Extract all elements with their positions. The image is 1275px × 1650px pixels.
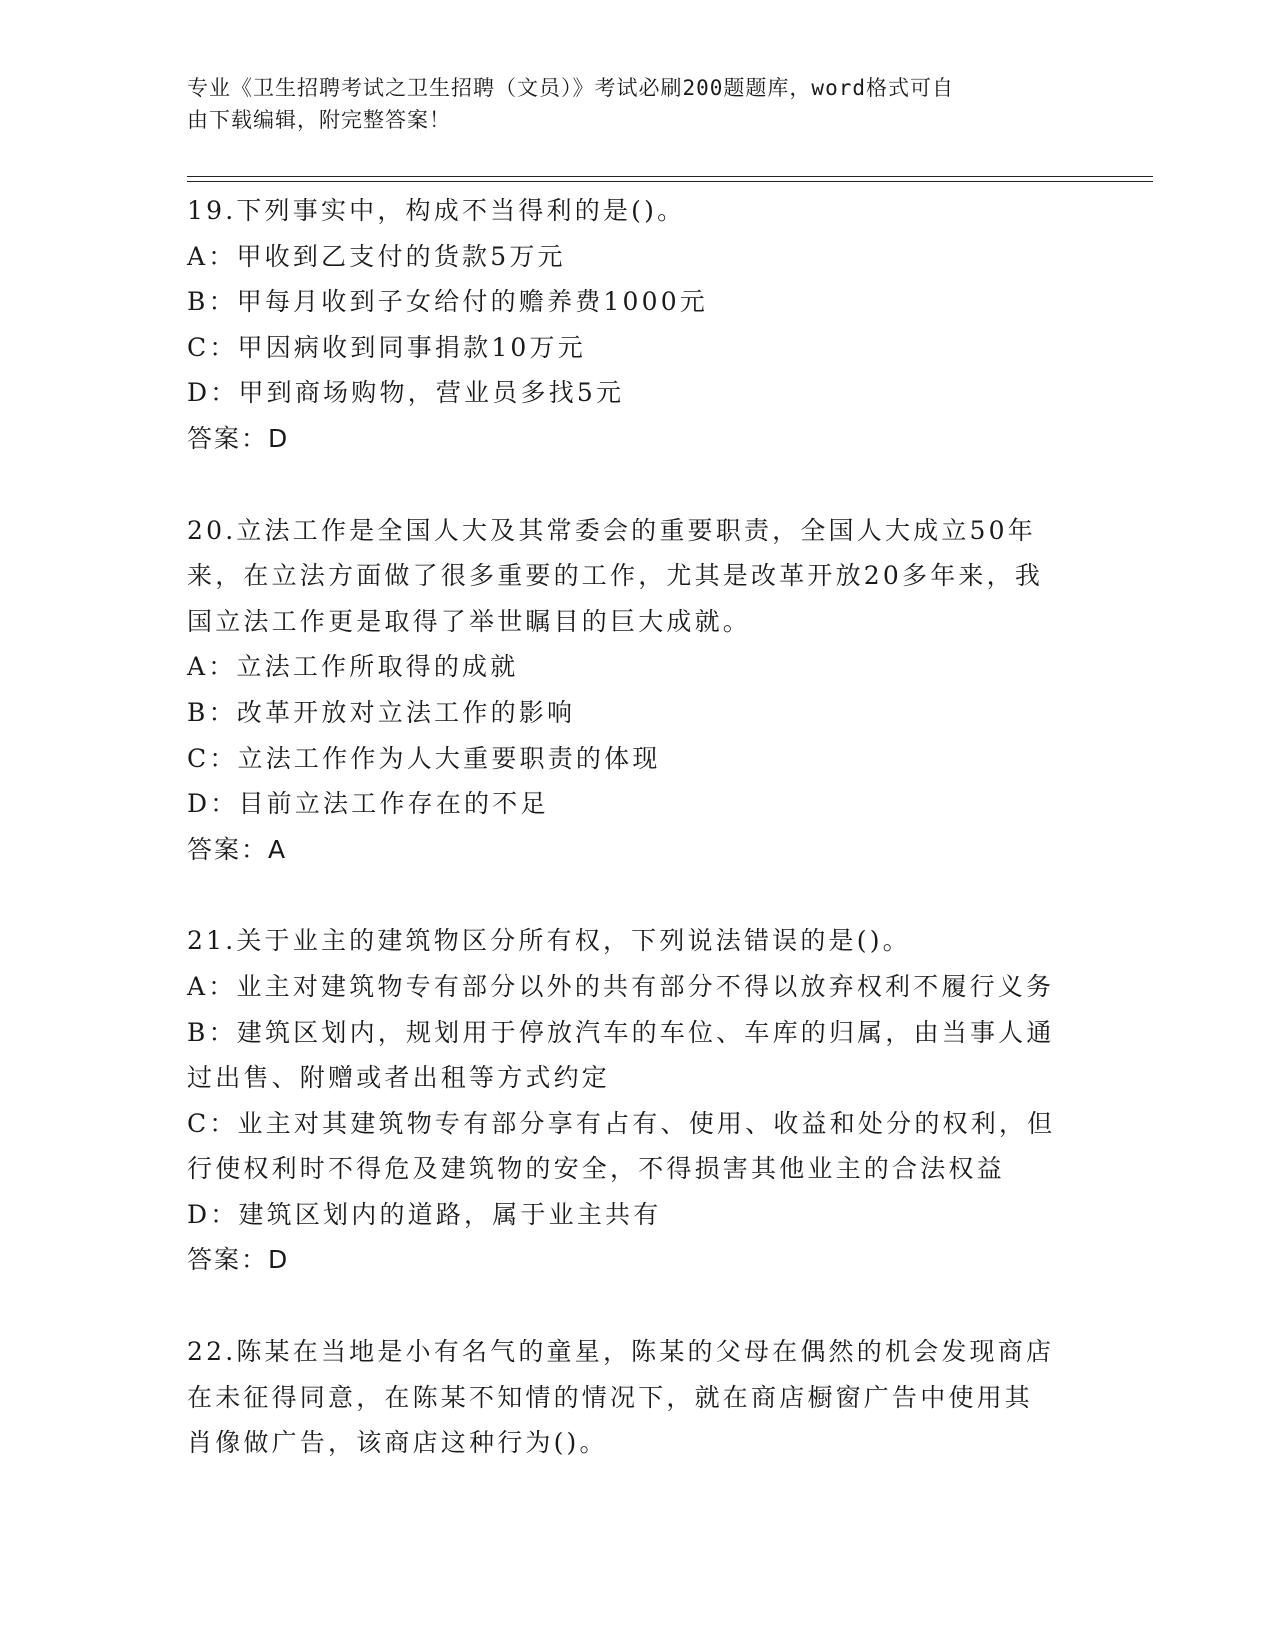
question-stem: 来，在立法方面做了很多重要的工作，尤其是改革开放20多年来，我 [187, 561, 1044, 591]
option-c: C：甲因病收到同事捐款10万元 [187, 332, 586, 362]
option-b: B：甲每月收到子女给付的赡养费1000元 [187, 287, 708, 317]
option-b: B：改革开放对立法工作的影响 [187, 697, 576, 727]
option-c-continued: 行使权利时不得危及建筑物的安全，不得损害其他业主的合法权益 [187, 1154, 1005, 1184]
question-stem: 21.关于业主的建筑物区分所有权，下列说法错误的是()。 [187, 926, 911, 956]
question-stem: 国立法工作更是取得了举世瞩目的巨大成就。 [187, 606, 752, 636]
question-block [187, 918, 1087, 1283]
header-line-1: 专业《卫生招聘考试之卫生招聘（文员）》考试必刷200题题库，word格式可自 [187, 76, 954, 100]
option-a: A：甲收到乙支付的货款5万元 [187, 241, 566, 271]
answer-label: 答案：D [187, 423, 290, 453]
question-stem: 在未征得同意，在陈某不知情的情况下，就在商店橱窗广告中使用其 [187, 1382, 1034, 1412]
answer-label: 答案：A [187, 834, 288, 864]
option-b: B：建筑区划内，规划用于停放汽车的车位、车库的归属，由当事人通 [187, 1017, 1055, 1047]
option-c: C：立法工作作为人大重要职责的体现 [187, 743, 661, 773]
question-stem: 20.立法工作是全国人大及其常委会的重要职责，全国人大成立50年 [187, 515, 1036, 545]
question-spacer [187, 1283, 1087, 1329]
question-stem: 肖像做广告，该商店这种行为()。 [187, 1428, 608, 1458]
question-stem: 22.陈某在当地是小有名气的童星，陈某的父母在偶然的机会发现商店 [187, 1337, 1055, 1367]
option-d: D：甲到商场购物，营业员多找5元 [187, 378, 625, 408]
header-rule-top [187, 176, 1153, 177]
option-b-continued: 过出售、附赠或者出租等方式约定 [187, 1063, 611, 1093]
option-d: D：建筑区划内的道路，属于业主共有 [187, 1199, 662, 1229]
option-d: D：目前立法工作存在的不足 [187, 789, 549, 819]
question-block [187, 508, 1087, 873]
question-spacer [187, 872, 1087, 918]
question-stem: 19.下列事实中，构成不当得利的是()。 [187, 196, 686, 225]
option-c: C：业主对其建筑物专有部分享有占有、使用、收益和处分的权利，但 [187, 1108, 1056, 1138]
option-a: A：业主对建筑物专有部分以外的共有部分不得以放弃权利不履行义务 [187, 971, 1055, 1001]
header-rule-bottom [187, 181, 1153, 182]
header-line-2: 由下载编辑，附完整答案！ [187, 108, 451, 132]
question-block [187, 188, 1087, 462]
option-a: A：立法工作所取得的成就 [187, 652, 519, 682]
document-header [187, 72, 1067, 136]
question-list [187, 188, 1087, 1466]
answer-label: 答案：D [187, 1245, 290, 1275]
question-block [187, 1329, 1087, 1466]
question-spacer [187, 462, 1087, 508]
